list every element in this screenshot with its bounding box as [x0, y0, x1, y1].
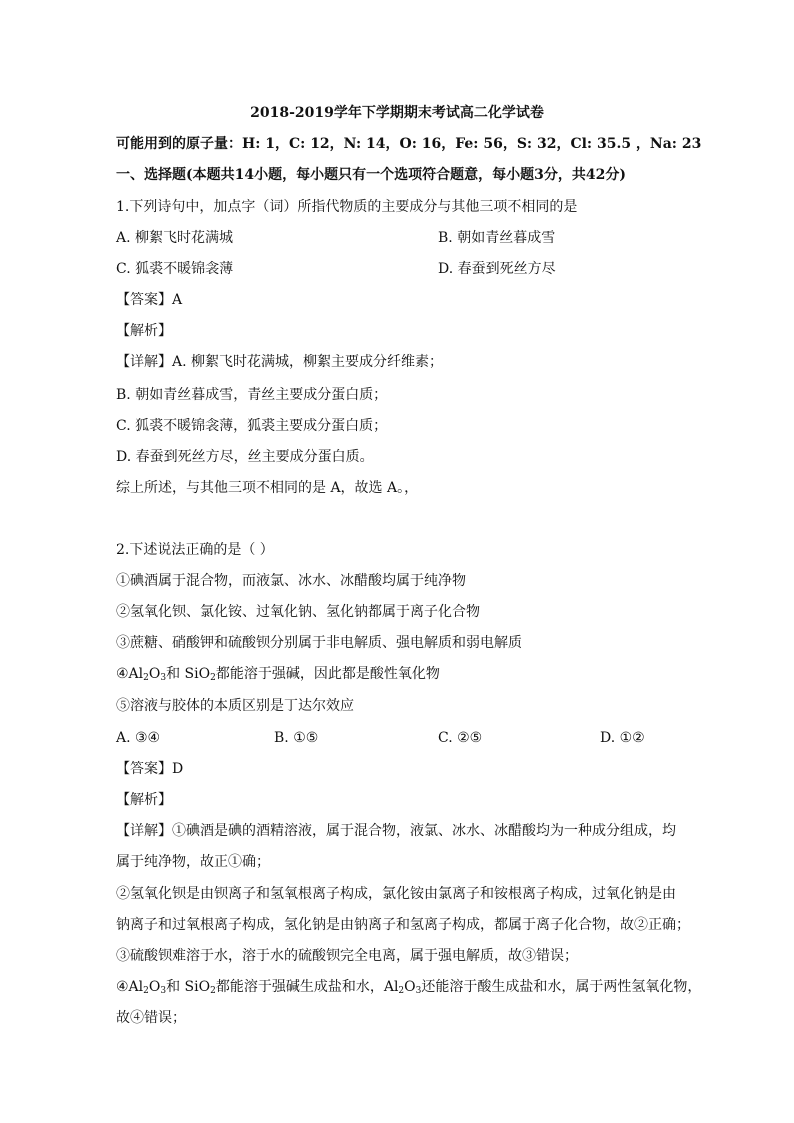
q2-d4-text: O — [148, 979, 161, 995]
subscript: 2 — [143, 673, 149, 683]
q2-detail-line: 钠离子和过氧根离子构成，氢化钠是由钠离子和氢离子构成，都属于离子化合物，故②正确； — [116, 917, 690, 933]
q1-option-a: A. 柳絮飞时花满城 — [116, 230, 234, 246]
q2-d4-text: O — [404, 979, 416, 995]
q2-detail-line: ②氢氧化钡是由钡离子和氢氧根离子构成，氯化铵由氯离子和铵根离子构成，过氧化钠是由 — [116, 886, 676, 902]
q1-option-b: B. 朝如青丝暮成雪 — [438, 230, 556, 246]
question-1-stem: 1.下列诗句中，加点字（词）所指代物质的主要成分与其他三项不相同的是 — [116, 199, 578, 215]
q1-detail-line: B. 朝如青丝暮成雪，青丝主要成分蛋白质； — [116, 387, 388, 403]
atomic-masses-line: 可能用到的原子量：H: 1，C: 12，N: 14，O: 16，Fe: 56，S: 32，Cl: 35.5 ，Na: 23 — [116, 136, 702, 152]
q1-answer: 【答案】A — [116, 292, 183, 308]
q2-d4-text: ④Al — [116, 979, 144, 995]
q2-detail-line: 属于纯净物，故正①确； — [116, 854, 270, 870]
q2-option-c: C. ②⑤ — [438, 730, 483, 746]
q1-option-c: C. 狐裘不暖锦衾薄 — [116, 261, 234, 277]
q2-detail-line-4 — [116, 978, 701, 996]
subscript: 3 — [160, 673, 167, 683]
q2-option-a: A. ③④ — [116, 730, 161, 746]
q2-detail-line: ③硫酸钡难溶于水，溶于水的硫酸钡完全电离，属于强电解质，故③错误； — [116, 948, 578, 964]
q2-d4-text: 还能溶于酸生成盐和水，属于两性氢氧化物， — [421, 979, 702, 995]
q2-statement: ③蔗糖、硝酸钾和硫酸钡分别属于非电解质、强电解质和弱电解质 — [116, 635, 522, 651]
q1-analysis-heading: 【解析】 — [116, 323, 172, 339]
subscript: 3 — [415, 986, 422, 996]
q2-analysis-heading: 【解析】 — [116, 792, 172, 808]
q2-statement: ②氢氧化钡、氯化铵、过氧化钠、氢化钠都属于离子化合物 — [116, 604, 480, 620]
section-heading: 一、选择题(本题共14小题，每小题只有一个选项符合题意，每小题3分，共42分) — [116, 167, 626, 183]
question-2-stem: 2.下述说法正确的是（ ） — [116, 542, 274, 558]
q2-option-d: D. ①② — [600, 730, 645, 746]
subscript: 2 — [210, 986, 216, 996]
q2-statement: ⑤溶液与胶体的本质区别是丁达尔效应 — [116, 698, 354, 714]
q1-detail-line: 【详解】A. 柳絮飞时花满城，柳絮主要成分纤维素； — [116, 354, 444, 370]
q1-option-d: D. 春蚕到死丝方尽 — [438, 261, 556, 277]
q2-option-b: B. ①⑤ — [274, 730, 319, 746]
exam-title: 2018-2019学年下学期期末考试高二化学试卷 — [250, 105, 544, 121]
subscript: 2 — [398, 986, 405, 996]
q2-statement-4 — [116, 665, 440, 683]
q1-detail-line: C. 狐裘不暖锦衾薄，狐裘主要成分蛋白质； — [116, 418, 388, 434]
q1-detail-line: D. 春蚕到死丝方尽，丝主要成分蛋白质。 — [116, 449, 374, 465]
q2-d4-text: 都能溶于强碱生成盐和水，Al — [215, 979, 399, 995]
q2-d4-text: 和 SiO — [166, 979, 211, 995]
subscript: 2 — [210, 673, 216, 683]
q2-answer: 【答案】D — [116, 761, 184, 777]
subscript: 3 — [160, 986, 167, 996]
q2-statement: ①碘酒属于混合物，而液氯、冰水、冰醋酸均属于纯净物 — [116, 573, 466, 589]
q2-s4-text: O — [148, 666, 161, 682]
q2-detail-line: 【详解】①碘酒是碘的酒精溶液，属于混合物，液氯、冰水、冰醋酸均为一种成分组成，均 — [116, 823, 676, 839]
q2-s4-text: 和 SiO — [166, 666, 211, 682]
q2-detail-line: 故④错误； — [116, 1010, 186, 1026]
q1-summary-line: 综上所述，与其他三项不相同的是 A，故选 A。， — [116, 480, 419, 496]
q2-s4-text: 都能溶于强碱，因此都是酸性氧化物 — [215, 666, 440, 682]
q2-s4-text: ④Al — [116, 666, 144, 682]
subscript: 2 — [143, 986, 149, 996]
